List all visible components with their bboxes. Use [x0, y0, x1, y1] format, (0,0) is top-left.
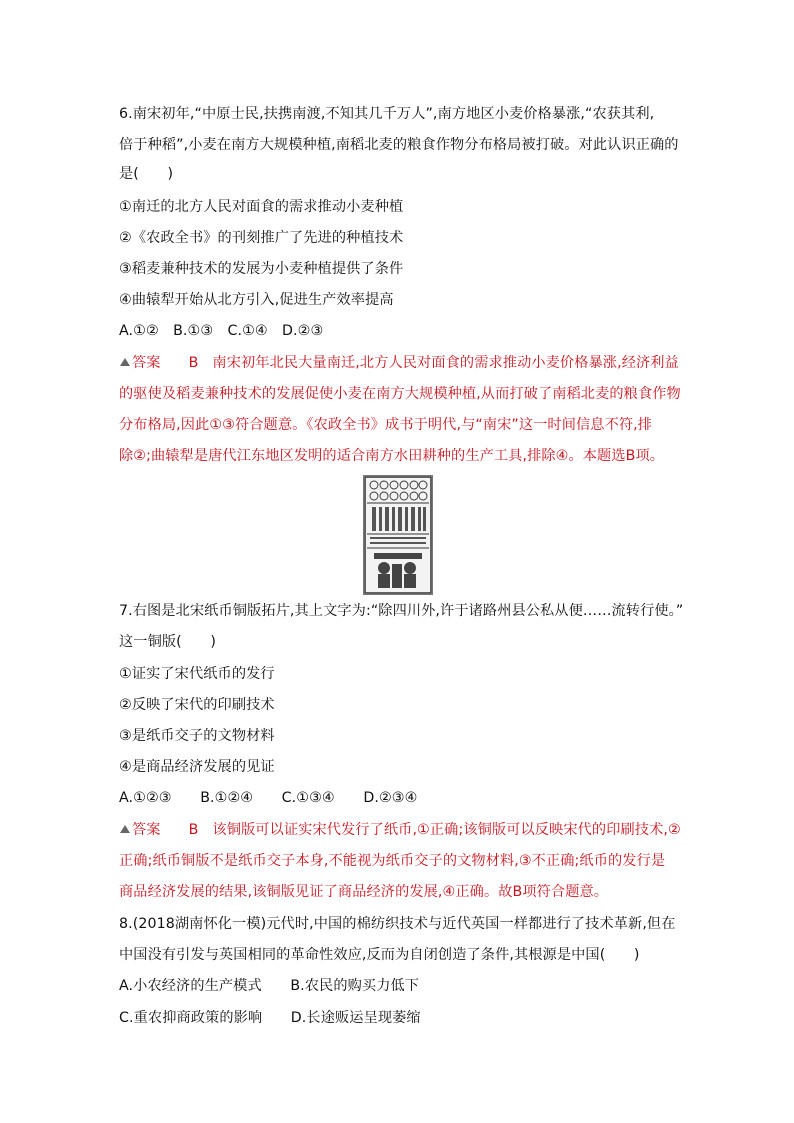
q6-explanation-2: 的驱使及稻麦兼种技术的发展促使小麦在南方大规模种植,从而打破了南稻北麦的粮食作物 — [119, 386, 681, 402]
q7-answer-line-1 — [119, 820, 694, 840]
q6-answer-label: 答案 — [132, 355, 161, 371]
q7-explanation-3: 商品经济发展的结果,该铜版见证了商品经济的发展,④正确。故B项符合题意。 — [119, 884, 609, 900]
q6-stem-line-2: 倍于种稻”,小麦在南方大规模种植,南稻北麦的粮食作物分布格局被打破。对此认识正确的 — [119, 137, 679, 153]
q7-answer-letter: B — [188, 822, 199, 838]
q6-options: A.①② B.①③ C.①④ D.②③ — [119, 323, 324, 339]
q6-item-1: ①南迁的北方人民对面食的需求推动小麦种植 — [119, 199, 404, 215]
q6-item-3: ③稻麦兼种技术的发展为小麦种植提供了条件 — [119, 261, 404, 277]
q6-stem-line-1: 6.南宋初年,“中原士民,扶携南渡,不知其几千万人”,南方地区小麦价格暴涨,“农获其利, — [119, 106, 655, 122]
q7-answer-label: 答案 — [132, 822, 161, 838]
answer-marker-icon — [119, 353, 131, 373]
q6-answer-letter: B — [188, 355, 199, 371]
q7-stem-line-2: 这一铜版( ) — [119, 634, 216, 650]
q7-item-1: ①证实了宋代纸币的发行 — [119, 666, 275, 682]
q6-item-4: ④曲辕犁开始从北方引入,促进生产效率提高 — [119, 292, 394, 308]
q7-explanation-2: 正确;纸币铜版不是纸币交子本身,不能视为纸币交子的文物材料,③不正确;纸币的发行是 — [119, 853, 666, 869]
q7-item-2: ②反映了宋代的印刷技术 — [119, 697, 275, 713]
q6-explanation-1: 南宋初年北民大量南迁,北方人民对面食的需求推动小麦价格暴涨,经济利益 — [212, 355, 679, 371]
q7-options: A.①②③ B.①②④ C.①③④ D.②③④ — [119, 790, 418, 806]
q7-item-3: ③是纸币交子的文物材料 — [119, 728, 275, 744]
q7-explanation-1: 该铜版可以证实宋代发行了纸币,①正确;该铜版可以反映宋代的印刷技术,② — [212, 822, 681, 838]
q7-item-4: ④是商品经济发展的见证 — [119, 759, 275, 775]
q6-item-2: ②《农政全书》的刊刻推广了先进的种植技术 — [119, 230, 404, 246]
q8-options-2: C.重农抑商政策的影响 D.长途贩运呈现萎缩 — [119, 1010, 421, 1026]
q7-stem-line-1: 7.右图是北宋纸币铜版拓片,其上文字为:“除四川外,许于诸路州县公私从便……流转行使。” — [119, 603, 684, 619]
q6-explanation-3: 分布格局,因此①③符合题意。《农政全书》成书于明代,与“南宋”这一时间信息不符,排 — [119, 417, 653, 433]
q6-stem-line-3: 是( ) — [119, 166, 174, 182]
q6-answer-line-1 — [119, 353, 694, 373]
answer-marker-icon — [119, 820, 131, 840]
q8-options-1: A.小农经济的生产模式 B.农民的购买力低下 — [119, 978, 420, 994]
q8-stem-line-2: 中国没有引发与英国相同的革命性效应,反而为自闭创造了条件,其根源是中国( ) — [119, 947, 640, 963]
banknote-plate-image — [363, 475, 433, 595]
q8-stem-line-1: 8.(2018湖南怀化一模)元代时,中国的棉纺织技术与近代英国一样都进行了技术革新,但在 — [119, 916, 676, 932]
q6-explanation-4: 除②;曲辕犁是唐代江东地区发明的适合南方水田耕种的生产工具,排除④。本题选B项。 — [119, 448, 665, 464]
